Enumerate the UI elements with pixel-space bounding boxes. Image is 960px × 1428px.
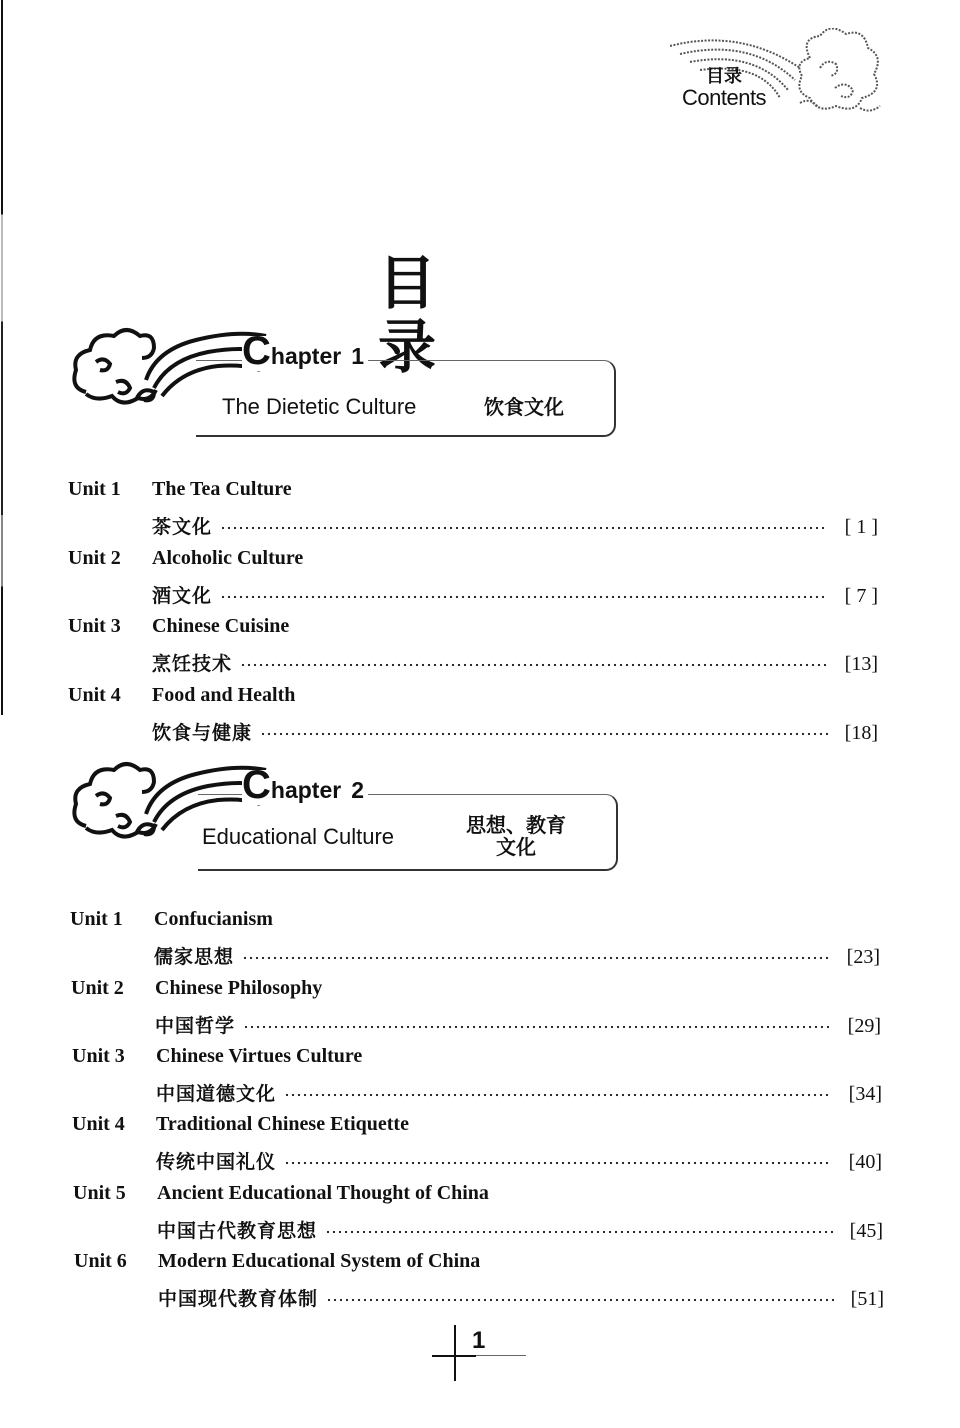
- page-ref: [ 1 ]: [844, 516, 878, 538]
- chapter-2-banner: [66, 756, 626, 876]
- unit-title[interactable]: Confucianism: [154, 908, 273, 930]
- unit-title[interactable]: Chinese Cuisine: [152, 615, 290, 637]
- leader-dots: [326, 1298, 834, 1302]
- leader-dots: [284, 1161, 832, 1165]
- unit-label: Unit 4: [68, 684, 121, 706]
- leader-dots: [243, 1025, 831, 1029]
- unit-title[interactable]: Ancient Educational Thought of China: [157, 1182, 489, 1204]
- chapter-number: 1: [351, 343, 364, 369]
- unit-title-cn: 茶文化: [152, 516, 213, 538]
- unit-title[interactable]: Modern Educational System of China: [158, 1250, 481, 1272]
- contents-corner-tab: [660, 28, 890, 128]
- page-number: 1: [472, 1327, 486, 1354]
- page-title: 目录: [378, 248, 507, 381]
- page-ref: [23]: [846, 946, 880, 968]
- leader-dots: [242, 956, 830, 960]
- chapter-initial: C: [242, 329, 271, 373]
- folio-horizontal-rule: [432, 1355, 476, 1357]
- chapter-word: hapter: [270, 343, 342, 369]
- unit-title[interactable]: Chinese Virtues Culture: [156, 1045, 363, 1067]
- chapter-title-en: The Dietetic Culture: [222, 394, 417, 419]
- unit-label: Unit 2: [71, 977, 124, 999]
- unit-title-cn: 传统中国礼仪: [156, 1151, 277, 1173]
- unit-title-cn: 烹饪技术: [152, 653, 233, 675]
- unit-label: Unit 3: [68, 615, 121, 637]
- cloud-ornament-icon: [660, 28, 890, 128]
- unit-label: Unit 2: [68, 547, 121, 569]
- folio-horizontal-rule-thin: [476, 1355, 526, 1356]
- leader-dots: [260, 732, 828, 736]
- unit-label: Unit 6: [74, 1250, 127, 1272]
- page-ref: [29]: [847, 1015, 881, 1037]
- corner-en-label: Contents: [682, 85, 767, 110]
- leader-dots: [220, 595, 828, 599]
- unit-title-cn: 儒家思想: [154, 946, 235, 968]
- unit-title[interactable]: Chinese Philosophy: [155, 977, 323, 999]
- page-ref: [34]: [848, 1083, 882, 1105]
- chapter-number: 2: [351, 777, 364, 803]
- unit-label: Unit 1: [68, 478, 121, 500]
- unit-title[interactable]: Food and Health: [152, 684, 296, 706]
- leader-dots: [284, 1093, 832, 1097]
- unit-title-cn: 中国哲学: [155, 1015, 236, 1037]
- unit-label: Unit 3: [72, 1045, 125, 1067]
- unit-title[interactable]: Traditional Chinese Etiquette: [156, 1113, 409, 1135]
- chapter-title-cn-line1: 思想、教育: [466, 813, 566, 837]
- chapter-title-cn: [458, 814, 574, 858]
- leader-dots: [220, 526, 828, 530]
- page-ref: [51]: [850, 1288, 884, 1310]
- page-ref: [ 7 ]: [844, 585, 878, 607]
- chapter-1-banner: [66, 322, 626, 442]
- page-number-folio: [432, 1325, 528, 1381]
- unit-title[interactable]: The Tea Culture: [152, 478, 292, 500]
- leader-dots: [240, 663, 828, 667]
- corner-cn-label: 目录: [706, 66, 742, 87]
- chapter-title-cn-line2: 文化: [496, 835, 536, 859]
- page-ref: [18]: [844, 722, 878, 744]
- page-ref: [13]: [844, 653, 878, 675]
- leader-dots: [325, 1230, 833, 1234]
- chapter-label: [242, 329, 368, 373]
- unit-title-cn: 饮食与健康: [152, 722, 253, 744]
- unit-title[interactable]: Alcoholic Culture: [152, 547, 304, 569]
- unit-label: Unit 5: [73, 1182, 126, 1204]
- page-ref: [40]: [848, 1151, 882, 1173]
- chapter-title-cn: 饮食文化: [484, 395, 564, 419]
- unit-title-cn: 中国现代教育体制: [158, 1288, 319, 1310]
- chapter-label: [242, 763, 368, 807]
- unit-label: Unit 4: [72, 1113, 125, 1135]
- chapter-initial: C: [242, 763, 271, 807]
- chapter-word: hapter: [270, 777, 342, 803]
- unit-title-cn: 中国道德文化: [156, 1083, 277, 1105]
- page-ref: [45]: [849, 1220, 883, 1242]
- chapter-title-en: Educational Culture: [202, 824, 395, 849]
- unit-title-cn: 中国古代教育思想: [157, 1220, 318, 1242]
- page-binding-edge: [1, 0, 3, 715]
- folio-vertical-rule: [454, 1325, 456, 1381]
- unit-label: Unit 1: [70, 908, 123, 930]
- unit-title-cn: 酒文化: [152, 585, 213, 607]
